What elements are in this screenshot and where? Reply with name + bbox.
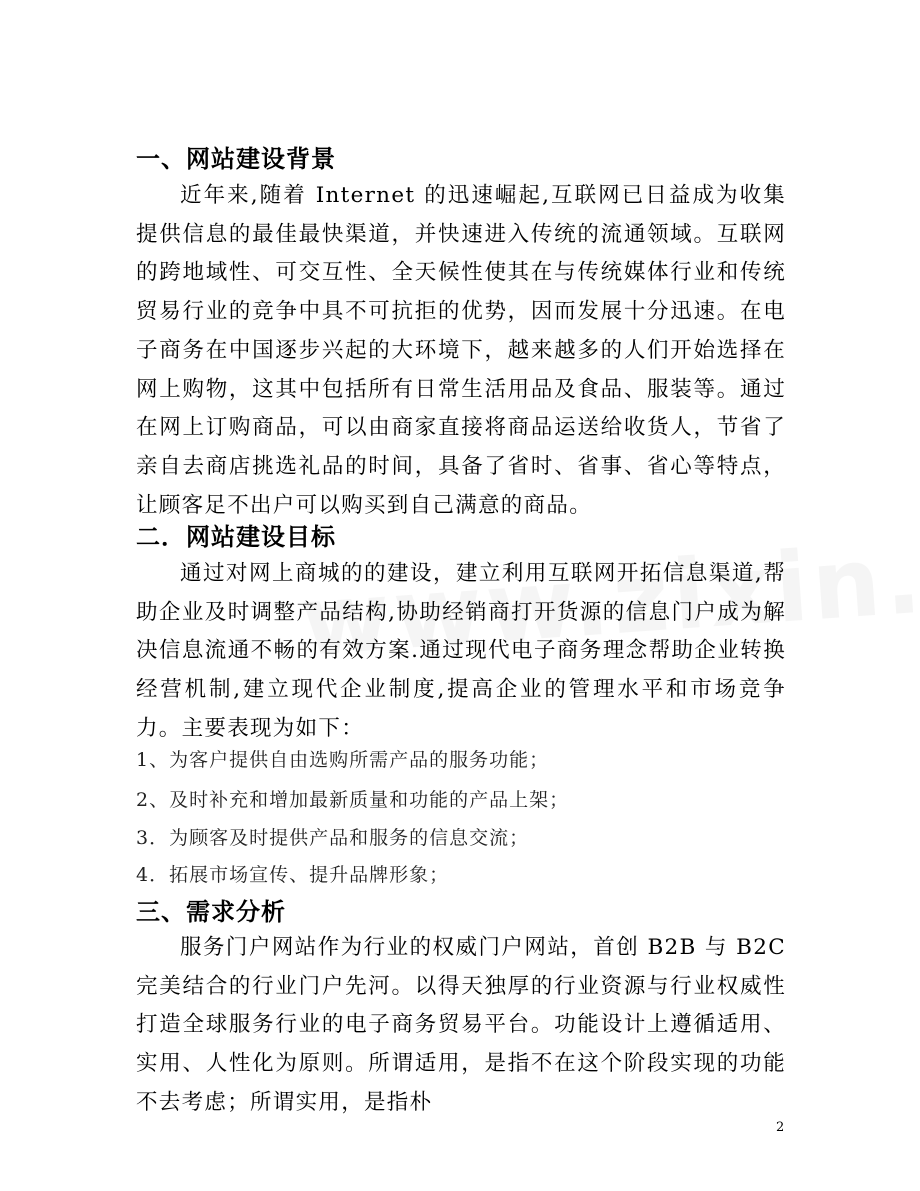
section-3-paragraph: 服务门户网站作为行业的权威门户网站，首创 B2B 与 B2C 完美结合的行业门户先河。以得天独厚的行业资源与行业权威性打造全球服务行业的电子商务贸易平台。功能设计上遵循适用、实用、人性化为原则。所谓适用，是指不在这个阶段实现的功能不去考虑；所谓实用，是指朴: [136, 935, 786, 1115]
goal-list-item-2: 2、及时补充和增加最新质量和功能的产品上架；: [136, 789, 570, 811]
goal-list-item-1: 1、为客户提供自由选购所需产品的服务功能；: [136, 749, 550, 771]
section-1-heading: 一、网站建设背景: [136, 145, 336, 173]
goal-list-item-4: 4．拓展市场宣传、提升品牌形象；: [136, 864, 450, 886]
section-2-paragraph: 通过对网上商城的的建设，建立利用互联网开拓信息渠道,帮助企业及时调整产品结构,协助经销商打开货源的信息门户成为解决信息流通不畅的有效方案.通过现代电子商务理念帮助企业转换经营机制,建立现代企业制度,提高企业的管理水平和市场竞争力。主要表现为如下：: [136, 561, 786, 741]
page-number: 2: [776, 1120, 785, 1135]
section-3-heading: 三、需求分析: [136, 898, 286, 926]
section-2-heading: 二．网站建设目标: [136, 523, 336, 551]
goal-list-item-3: 3．为顾客及时提供产品和服务的信息交流；: [136, 827, 530, 849]
section-1-paragraph: 近年来,随着 Internet 的迅速崛起,互联网已日益成为收集提供信息的最佳最快渠道，并快速进入传统的流通领域。互联网的跨地域性、可交互性、全天候性使其在与传统媒体行业和传统贸易行业的竞争中具不可抗拒的优势，因而发展十分迅速。在电子商务在中国逐步兴起的大环境下，越来越多的人们开始选择在网上购物，这其中包括所有日常生活用品及食品、服装等。通过在网上订购商品，可以由商家直接将商品运送给收货人，节省了亲自去商店挑选礼品的时间，具备了省时、省事、省心等特点，让顾客足不出户可以购买到自己满意的商品。: [136, 183, 786, 518]
